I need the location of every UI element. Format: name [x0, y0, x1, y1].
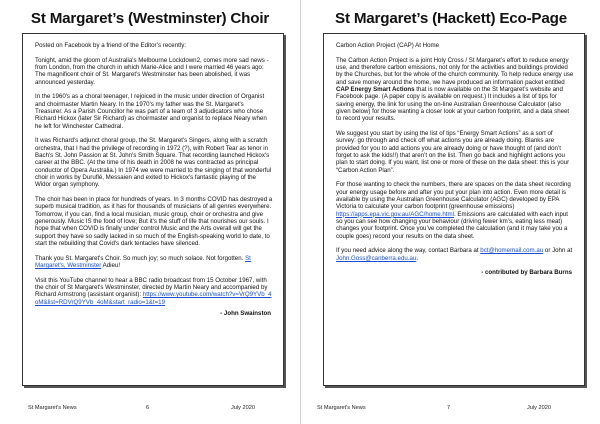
- st-margarets-link[interactable]: St Margaret's, Westminster: [35, 254, 251, 270]
- intro-text: Posted on Facebook by a friend of the Editor’s recently:: [35, 42, 186, 49]
- footer-date: July 2020: [231, 405, 255, 411]
- paragraph: It was Richard's adjunct choral group, the St. Margaret's Singers, along with a scratch orchestra, that I had the privilege of recording in 1972 (?), with Robert Tear as tenor in Bach's St. John Passion at St. John's Smith Square. That recording launched Hickox's career at the BBC. (At the time of his death in 2008 he was contracted as principal conductor of Opera Australia.) In 1974 we were married to the singing of that wonderful choir in works by Duruflé, Messaien and exited to Hickox's fantastic playing of the Widor organ symphony.: [35, 137, 272, 189]
- paragraph-text: If you need advice along the way, contact Barbara at: [336, 247, 479, 255]
- paragraph: [336, 57, 574, 123]
- footer-newsletter-name: St Margaret's News: [28, 405, 77, 411]
- john-email-link[interactable]: John.Goss@canberra.edu.au: [336, 254, 417, 262]
- paragraph: [336, 247, 574, 262]
- footer-date: July 2020: [527, 405, 551, 411]
- page-title: St Margaret’s (Westminster) Choir: [30, 10, 270, 27]
- page-title: St Margaret’s (Hackett) Eco-Page: [335, 10, 567, 27]
- paragraph-text: Thank you St. Margaret's Choir. So much joy; so much solace. Not forgotten.: [35, 254, 244, 262]
- paragraph-text: Visit this YouTube channel to hear a BBC radio broadcast from 15 October 1967, with the choir of St Margaret's Westminster, directed by Martin Neary and accompanied by Richard Armstrong (assistant organist):: [35, 276, 268, 299]
- paragraph: [35, 255, 273, 270]
- author-signature: - contributed by Barbara Burns: [481, 269, 572, 277]
- footer-page-number: 7: [447, 405, 451, 411]
- paragraph: In the 1960's as a choral teenager, I rejoiced in the music under direction of Organist and choirmaster Martin Neary. In the 1970's my father was the St. Margaret's Treasurer. As a Parish Councillor he was part of a team of 3 adjudicators who chose Richard Hickox (later Sir Richard) as choirmaster and organist to replace Neary when he left for Winchester Cathedral.: [35, 93, 267, 130]
- author-signature: - John Swainston: [220, 310, 271, 318]
- footer-newsletter-name: St Margaret's News: [317, 405, 366, 411]
- paragraph: Tonight, amid the gloom of Australia's Melbourne Lockdown2, comes more sad news - from London, from the church in which Marie-Alice and I were married 46 years ago: The magnificent choir of St. Margaret's Westminster has been abolished, it was announced yesterday.: [35, 56, 269, 86]
- agc-calculator-link[interactable]: https://apps.epa.vic.gov.au/AGC/home.html: [336, 210, 454, 218]
- paragraph-text: . Emissions are calculated with each input so you can see how changing your behaviour (driving fewer km’s, eating less meat) changes your footprint. Once you’ve completed the calculation (and it may take you a couple goes) record your results on the data sheet.: [336, 210, 568, 240]
- paragraph: [35, 277, 273, 306]
- paragraph: We suggest you start by using the list of tips “Energy Smart Actions” as a sort of survey: go through and check off what actions you are already doing. Blanks are provided for you to add actions you are already doing or have thought of (and don’t forget to ask the kids!!) that aren’t on the list. Then go back and highlight actions you plan to start doing. If you want, list one or more of these on the data sheet: this is your “Carbon Action Plan”.: [336, 130, 570, 174]
- paragraph-text: For those wanting to check the numbers, there are spaces on the data sheet recording your energy usage before and after you put your plan into action. Even more detail is available by using the Australian Greenhouse Calculator (AGC) developed by EPA Victoria to calculate your carbon footprint (greenhouse emissions): [336, 181, 571, 211]
- barbara-email-link[interactable]: bct@homemail.com.au: [480, 247, 544, 255]
- paragraph: [336, 181, 574, 240]
- section-heading: Carbon Action Project (CAP) At Home: [336, 42, 440, 49]
- paragraph-text: that is now available on the St Margaret’s website and Facebook page. (A paper copy is available on request.) It includes a list of tips for saving energy, the link for using the on-line Australian Greenhouse Calculator (also given below) for those wanting a closer look at your carbon footprint, and a data sheet to record your results.: [336, 86, 570, 123]
- paragraph-text: or John at: [544, 247, 573, 255]
- paragraph-text: .: [416, 254, 419, 262]
- paragraph-text: Adieu!: [102, 262, 121, 270]
- article-box: [323, 33, 585, 386]
- bold-title: CAP Energy Smart Actions: [336, 86, 415, 94]
- youtube-link[interactable]: https://www.youtube.com/watch?v=VrQ9YVb_4oM&list=RDVrQ9YVb_4oM&start_radio=1&t=19: [35, 291, 272, 306]
- paragraph-text: The Carbon Action Project is a joint Holy Cross / St Margaret’s effort to reduce energy use, and therefore carbon emissions, not only for the activities and buildings provided by the Churches, but for the whole of the church community. To help reduce energy use and save money around the home, we have produced an information packet entitled: [336, 56, 574, 86]
- paragraph: The choir has been in place for hundreds of years. In 3 months COVID has destroyed a superb musical tradition, as it has for thousands of musicians of all genres everywhere. Tomorrow, if you can, find a local musician, music group, choir or orchestra and give generously. Music IS the food of love; But it's the stuff of life that nourishes our souls. I hope that when COVID is finally under control Music and the Arts overall will get the support they have so sadly lacked in so much of the English-speaking world to date, to start the rebuilding that Covid's dark tentacles have silenced.: [35, 196, 273, 248]
- footer-page-number: 6: [146, 405, 150, 411]
- right-page: [300, 0, 600, 424]
- article-box: [22, 33, 284, 386]
